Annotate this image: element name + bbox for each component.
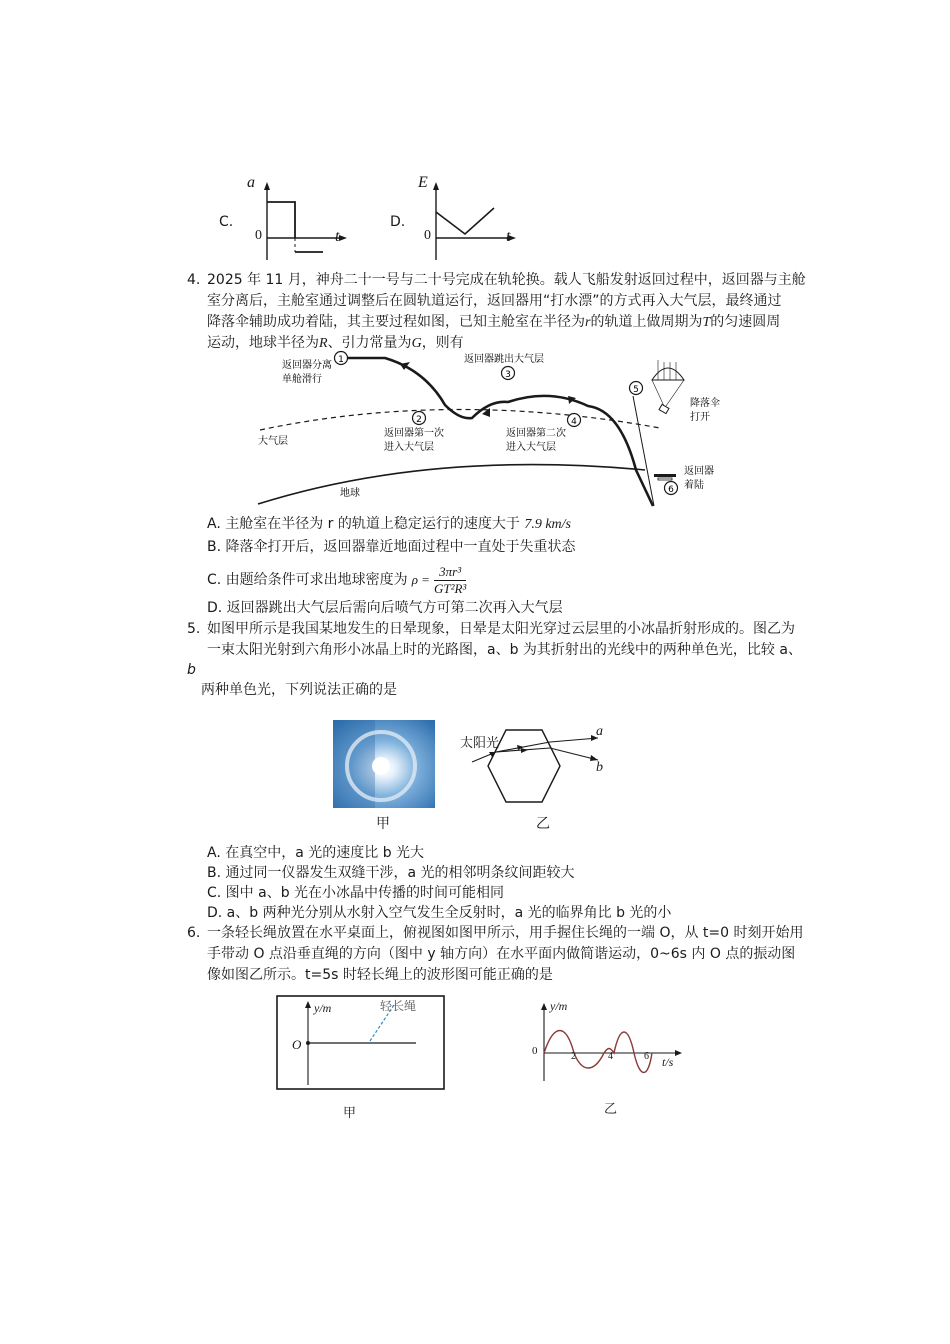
landed-capsule-icon [654, 474, 676, 480]
q5-line4: 两种单色光，下列说法正确的是 [201, 682, 397, 698]
rope-label: 轻长绳 [380, 999, 417, 1013]
graph-c-origin: 0 [255, 228, 262, 243]
earth-line [258, 465, 645, 504]
q5-line2: 一束太阳光射到六角形小冰晶上时的光路图，a、b 为其折射出的光线中的两种单色光，比较 a、 [207, 642, 802, 658]
vib-origin: 0 [532, 1045, 538, 1057]
label-parachute-a: 降落伞 [690, 398, 720, 409]
q6-number: 6. [187, 925, 201, 941]
vib-y-label: y/m [550, 999, 568, 1013]
marker-2-num: 2 [416, 415, 422, 425]
q4-option-d: D. 返回器跳出大气层后需向后喷气方可第二次再入大气层 [207, 600, 563, 616]
point-o [306, 1041, 310, 1045]
label-exit-atmosphere: 返回器跳出大气层 [464, 354, 544, 365]
label-first-entry-a: 返回器第一次 [384, 428, 444, 439]
q5-line1: 如图甲所示是我国某地发生的日晕现象，日晕是太阳光穿过云层里的小冰晶折射形成的。图乙为 [207, 621, 795, 637]
vib-tick-6: 6 [644, 1051, 649, 1062]
q6-line2: 手带动 O 点沿垂直绳的方向（图中 y 轴方向）在水平面内做简谐运动，0~6s 内 O 点的振动图 [207, 946, 796, 962]
q4-diagram-svg [250, 350, 730, 510]
marker-4-num: 4 [571, 417, 577, 427]
q6-line1: 一条轻长绳放置在水平桌面上，俯视图如图甲所示，用手握住长绳的一端 O，从 t=0 时刻开始用 [207, 925, 804, 941]
q4-reentry-diagram [250, 350, 730, 510]
vib-x-label: t/s [662, 1055, 674, 1069]
q4-line4: 运动，地球半径为R、引力常量为G，则有 [207, 335, 464, 351]
graph-c-x-arrow [339, 235, 347, 241]
q4-line1: 2025 年 11 月，神舟二十一号与二十号完成在轨轮换。载人飞船发射返回过程中，返回器与主舱 [207, 272, 806, 288]
vibration-curve [544, 1031, 652, 1073]
label-earth: 地球 [340, 488, 360, 499]
vibration-graph [528, 995, 688, 1085]
hexagon-ray-diagram [458, 722, 618, 812]
label-first-entry-b: 进入大气层 [384, 442, 434, 453]
graph-c-plot [215, 176, 355, 266]
label-separation: 返回器分离 [282, 360, 332, 371]
q6-fig-jia: 甲 [343, 1106, 357, 1121]
rope-top-view-svg [276, 995, 446, 1091]
graph-c [215, 176, 355, 266]
marker-1-num: 1 [338, 355, 344, 365]
graph-d-t: t [506, 228, 511, 245]
label-atmosphere: 大气层 [258, 436, 288, 447]
q4-option-c: C. 由题给条件可求出地球密度为 ρ = $\frac{\text{3πr³}}{\text{GT²R³}}$ [207, 563, 467, 596]
graph-c-line-pos [267, 202, 295, 238]
ray-a-label: a [596, 724, 603, 739]
graph-d [388, 176, 528, 266]
graph-d-plot [388, 176, 528, 266]
q4-line2: 室分离后，主舱室通过调整后在圆轨道运行，返回器用“打水漂”的方式再入大气层，最终通过 [207, 293, 782, 309]
vib-tick-2: 2 [571, 1051, 576, 1062]
y-axis-label: y/m [314, 1001, 332, 1015]
vib-tick-4: 4 [608, 1051, 613, 1062]
label-second-entry-a: 返回器第二次 [506, 428, 566, 439]
option-c-label: C. [219, 214, 234, 230]
marker-3-num: 3 [505, 370, 511, 380]
q5-line3: b [187, 662, 196, 678]
q6-fig-yi: 乙 [604, 1102, 618, 1117]
label-parachute-b: 打开 [690, 412, 710, 423]
label-landing-a: 返回器 [684, 466, 714, 477]
graph-c-a: a [247, 174, 255, 191]
q5-number: 5. [187, 621, 201, 637]
graph-c-y-arrow [264, 182, 270, 190]
graph-d-vline [436, 208, 494, 234]
q5-option-d: D. a、b 两种光分别从水射入空气发生全反射时，a 光的临界角比 b 光的小 [207, 905, 672, 921]
option-d-label: D. [390, 214, 406, 230]
ray-b-label: b [596, 760, 603, 775]
q5-option-b: B. 通过同一仪器发生双缝干涉，a 光的相邻明条纹间距较大 [207, 865, 575, 881]
q5-option-a: A. 在真空中，a 光的速度比 b 光大 [207, 845, 425, 861]
q5-fig-yi: 乙 [536, 816, 550, 832]
parachute-icon [652, 360, 684, 414]
graph-c-t: t [335, 228, 340, 245]
q5-fig-jia: 甲 [376, 816, 390, 832]
q4-number: 4. [187, 272, 201, 288]
sun-halo-image [333, 720, 435, 808]
q4-line3: 降落伞辅助成功着陆，其主要过程如图，已知主舱室在半径为r的轨道上做周期为T的匀速圆周 [207, 314, 781, 330]
marker-6-num: 6 [668, 485, 674, 495]
q6-line3: 像如图乙所示。t=5s 时轻长绳上的波形图可能正确的是 [207, 967, 553, 983]
atmosphere-line [260, 409, 660, 430]
graph-d-e: E [418, 174, 428, 191]
q4-option-b: B. 降落伞打开后，返回器靠近地面过程中一直处于失重状态 [207, 539, 576, 555]
graph-d-origin: 0 [424, 228, 431, 243]
chute-drop-line [633, 396, 654, 506]
label-gliding: 单舱滑行 [282, 374, 322, 385]
origin-o-label: O [292, 1037, 302, 1052]
density-fraction: $\frac{\text{3πr³}}{\text{GT²R³}}$ [433, 563, 467, 596]
q4-option-a: A. 主舱室在半径为 r 的轨道上稳定运行的速度大于 7.9 km/s [207, 516, 572, 532]
ray-a [550, 738, 598, 742]
sunlight-label: 太阳光 [460, 736, 500, 751]
marker-5-num: 5 [633, 385, 639, 395]
q5-option-c: C. 图中 a、b 光在小冰晶中传播的时间可能相同 [207, 885, 505, 901]
label-landing-b: 着陆 [684, 480, 704, 491]
label-second-entry-b: 进入大气层 [506, 442, 556, 453]
rope-top-view [276, 995, 446, 1091]
sun-halo-photo [333, 720, 435, 808]
